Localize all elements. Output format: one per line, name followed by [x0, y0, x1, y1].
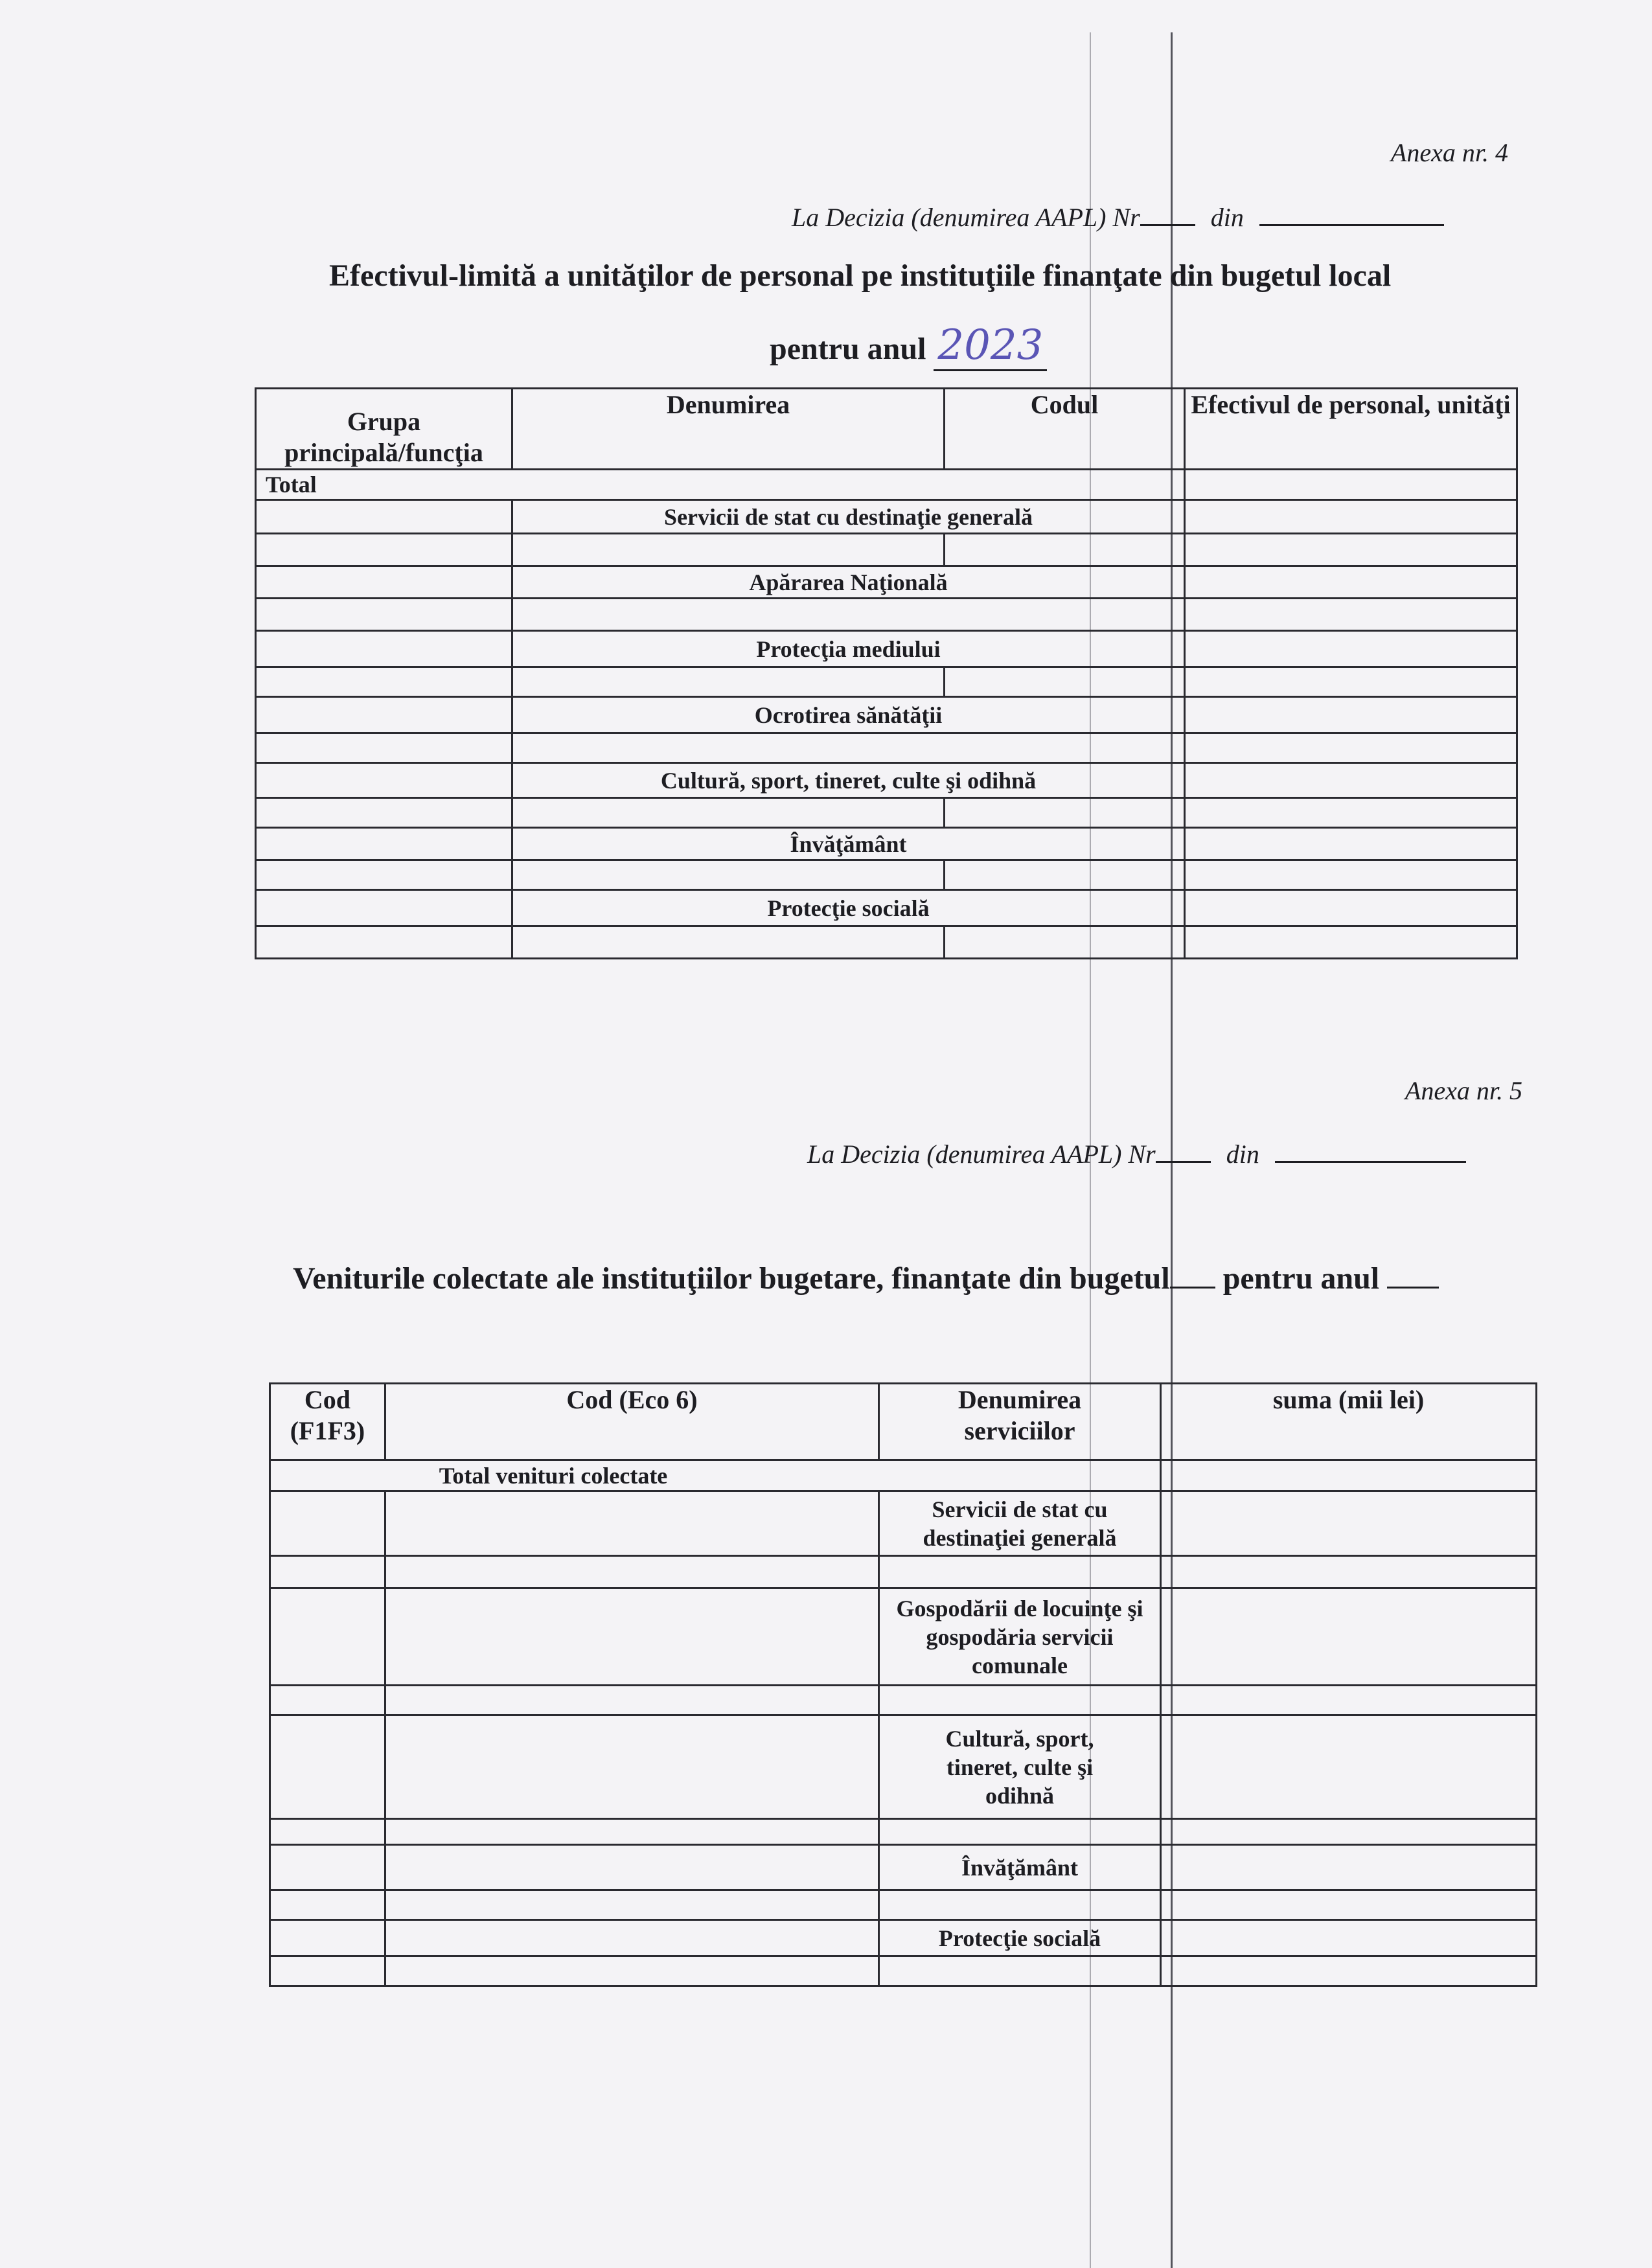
- blank-cell[interactable]: [945, 926, 1185, 959]
- annex4-title-line1: Efectivul-limită a unităţilor de personal pe instituţiile finanţate din bugetul local: [329, 258, 1392, 293]
- blank-cell[interactable]: [1161, 1556, 1537, 1588]
- header-group: Grupa principală/funcţia: [256, 389, 512, 470]
- blank-cell[interactable]: [256, 890, 512, 926]
- annex5-revenue-table: [269, 1382, 1537, 1987]
- total-value-cell[interactable]: [1185, 470, 1517, 500]
- blank-cell[interactable]: [270, 1715, 385, 1819]
- table-header-row: [270, 1384, 1537, 1460]
- group-label: Protecţie socială: [512, 890, 1185, 926]
- detail-row: [256, 733, 1517, 763]
- blank-cell[interactable]: [256, 599, 512, 631]
- blank-cell[interactable]: [1185, 763, 1517, 798]
- header-codul: Codul: [945, 389, 1185, 470]
- blank-cell[interactable]: [1161, 1956, 1537, 1986]
- blank-cell[interactable]: [385, 1890, 879, 1920]
- header-cod-f1f3: Cod (F1F3): [270, 1384, 385, 1460]
- blank-cell[interactable]: [879, 1819, 1161, 1845]
- blank-cell[interactable]: [256, 631, 512, 667]
- blank-cell[interactable]: [385, 1491, 879, 1556]
- blank-cell[interactable]: [1161, 1920, 1537, 1956]
- group-row: [256, 631, 1517, 667]
- blank-cell[interactable]: [879, 1956, 1161, 1986]
- blank-cell[interactable]: [256, 697, 512, 733]
- blank-cell[interactable]: [1185, 733, 1517, 763]
- group-label: Gospodării de locuinţe şi gospodăria servicii comunale: [879, 1588, 1161, 1686]
- annex5-title-part2: pentru anul: [1222, 1261, 1380, 1296]
- blank-cell[interactable]: [512, 926, 945, 959]
- group-label: Servicii de stat cu destinaţie generală: [512, 500, 1185, 534]
- blank-cell[interactable]: [1161, 1715, 1537, 1819]
- blank-cell[interactable]: [256, 667, 512, 697]
- decision-din: din: [1226, 1140, 1259, 1169]
- blank-cell[interactable]: [1185, 500, 1517, 534]
- blank-cell[interactable]: [270, 1845, 385, 1890]
- blank-cell[interactable]: [1185, 926, 1517, 959]
- group-label: Învăţământ: [879, 1845, 1161, 1890]
- group-row: [270, 1715, 1537, 1819]
- blank-cell[interactable]: [1185, 566, 1517, 599]
- header-suma: suma (mii lei): [1161, 1384, 1537, 1460]
- detail-row: [256, 599, 1517, 631]
- blank-cell[interactable]: [270, 1686, 385, 1715]
- blank-cell[interactable]: [512, 860, 945, 890]
- blank-cell[interactable]: [385, 1686, 879, 1715]
- decision-number-blank[interactable]: [1156, 1141, 1211, 1163]
- group-label: Ocrotirea sănătăţii: [512, 697, 1185, 733]
- header-denumirea: Denumirea serviciilor: [879, 1384, 1161, 1460]
- blank-cell[interactable]: [1185, 860, 1517, 890]
- annex4-title-year-label: pentru anul: [770, 332, 926, 366]
- blank-cell[interactable]: [385, 1920, 879, 1956]
- blank-cell[interactable]: [945, 798, 1185, 828]
- group-label: Cultură, sport, tineret, culte şi odihnă: [879, 1715, 1161, 1819]
- group-row: [256, 763, 1517, 798]
- group-label: Protecţia mediului: [512, 631, 1185, 667]
- blank-cell[interactable]: [1185, 631, 1517, 667]
- detail-row: [270, 1556, 1537, 1588]
- blank-cell[interactable]: [1185, 798, 1517, 828]
- table-header-row: [256, 389, 1517, 470]
- detail-row: [270, 1956, 1537, 1986]
- table-row-total: [270, 1460, 1537, 1491]
- annex4-decision-line: [792, 202, 1444, 233]
- decision-number-blank[interactable]: [1140, 205, 1195, 226]
- decision-din: din: [1210, 203, 1244, 232]
- blank-cell[interactable]: [879, 1890, 1161, 1920]
- blank-cell[interactable]: [385, 1588, 879, 1686]
- blank-cell[interactable]: [256, 534, 512, 566]
- annex5-title: [293, 1261, 1439, 1296]
- header-denumirea: Denumirea: [512, 389, 945, 470]
- blank-cell[interactable]: [1161, 1588, 1537, 1686]
- group-row: [256, 500, 1517, 534]
- blank-cell[interactable]: [270, 1588, 385, 1686]
- handwritten-year: 2023: [934, 321, 1047, 371]
- blank-cell[interactable]: [1185, 599, 1517, 631]
- header-efectiv: Efectivul de personal, unităţi: [1185, 389, 1517, 470]
- group-label: Cultură, sport, tineret, culte şi odihnă: [512, 763, 1185, 798]
- blank-cell[interactable]: [256, 566, 512, 599]
- blank-cell[interactable]: [879, 1686, 1161, 1715]
- blank-cell[interactable]: [270, 1920, 385, 1956]
- blank-cell[interactable]: [1161, 1890, 1537, 1920]
- blank-cell[interactable]: [270, 1819, 385, 1845]
- decision-date-blank[interactable]: [1275, 1141, 1466, 1163]
- decision-prefix: La Decizia (denumirea AAPL) Nr: [792, 203, 1140, 232]
- blank-cell[interactable]: [512, 534, 945, 566]
- decision-prefix: La Decizia (denumirea AAPL) Nr: [807, 1140, 1156, 1169]
- blank-cell[interactable]: [945, 534, 1185, 566]
- detail-row: [256, 534, 1517, 566]
- blank-cell[interactable]: [385, 1715, 879, 1819]
- group-row: [270, 1920, 1537, 1956]
- group-label: Protecţie socială: [879, 1920, 1161, 1956]
- table-row-total: [256, 470, 1517, 500]
- total-label: Total venituri colectate: [270, 1460, 1161, 1491]
- detail-row: [270, 1686, 1537, 1715]
- group-row: [256, 828, 1517, 860]
- blank-cell[interactable]: [1161, 1686, 1537, 1715]
- detail-row: [256, 798, 1517, 828]
- group-row: [270, 1588, 1537, 1686]
- blank-cell[interactable]: [1161, 1491, 1537, 1556]
- blank-cell[interactable]: [512, 733, 1185, 763]
- blank-cell[interactable]: [256, 763, 512, 798]
- group-row: [270, 1491, 1537, 1556]
- annex5-label: Anexa nr. 5: [1405, 1076, 1522, 1105]
- group-row: [256, 890, 1517, 926]
- total-value-cell[interactable]: [1161, 1460, 1537, 1491]
- blank-cell[interactable]: [270, 1491, 385, 1556]
- decision-date-blank[interactable]: [1259, 205, 1444, 226]
- blank-cell[interactable]: [270, 1890, 385, 1920]
- group-row: [256, 697, 1517, 733]
- blank-cell[interactable]: [385, 1819, 879, 1845]
- blank-cell[interactable]: [1161, 1845, 1537, 1890]
- header-cod-eco6: Cod (Eco 6): [385, 1384, 879, 1460]
- blank-cell[interactable]: [512, 599, 1185, 631]
- blank-cell[interactable]: [1185, 890, 1517, 926]
- blank-cell[interactable]: [512, 798, 945, 828]
- annex4-staff-table: [255, 387, 1518, 959]
- annex5-title-part1: Veniturile colectate ale instituţiilor bugetare, finanţate din bugetul: [293, 1261, 1170, 1296]
- blank-cell[interactable]: [385, 1845, 879, 1890]
- group-row: [256, 566, 1517, 599]
- detail-row: [256, 926, 1517, 959]
- annex5-decision-line: [807, 1139, 1466, 1169]
- blank-cell[interactable]: [945, 667, 1185, 697]
- blank-cell[interactable]: [1185, 534, 1517, 566]
- annex4-title-line2: [770, 321, 1047, 371]
- group-row: [270, 1845, 1537, 1890]
- blank-cell[interactable]: [256, 926, 512, 959]
- annex4-label: Anexa nr. 4: [1390, 138, 1508, 167]
- group-label: Apărarea Naţională: [512, 566, 1185, 599]
- blank-cell[interactable]: [256, 828, 512, 860]
- budget-blank[interactable]: [1170, 1267, 1215, 1289]
- detail-row: [256, 667, 1517, 697]
- detail-row: [270, 1819, 1537, 1845]
- blank-cell[interactable]: [385, 1956, 879, 1986]
- blank-cell[interactable]: [512, 667, 945, 697]
- blank-cell[interactable]: [1185, 667, 1517, 697]
- blank-cell[interactable]: [270, 1556, 385, 1588]
- blank-cell[interactable]: [256, 500, 512, 534]
- detail-row: [256, 860, 1517, 890]
- blank-cell[interactable]: [256, 860, 512, 890]
- blank-cell[interactable]: [1185, 828, 1517, 860]
- detail-row: [270, 1890, 1537, 1920]
- year-blank[interactable]: [1387, 1267, 1439, 1289]
- group-label: Servicii de stat cu destinaţiei generală: [879, 1491, 1161, 1556]
- blank-cell[interactable]: [256, 798, 512, 828]
- total-label: Total: [256, 470, 1185, 500]
- blank-cell[interactable]: [256, 733, 512, 763]
- blank-cell[interactable]: [270, 1956, 385, 1986]
- group-label: Învăţământ: [512, 828, 1185, 860]
- blank-cell[interactable]: [945, 860, 1185, 890]
- blank-cell[interactable]: [1185, 697, 1517, 733]
- blank-cell[interactable]: [879, 1556, 1161, 1588]
- blank-cell[interactable]: [385, 1556, 879, 1588]
- blank-cell[interactable]: [1161, 1819, 1537, 1845]
